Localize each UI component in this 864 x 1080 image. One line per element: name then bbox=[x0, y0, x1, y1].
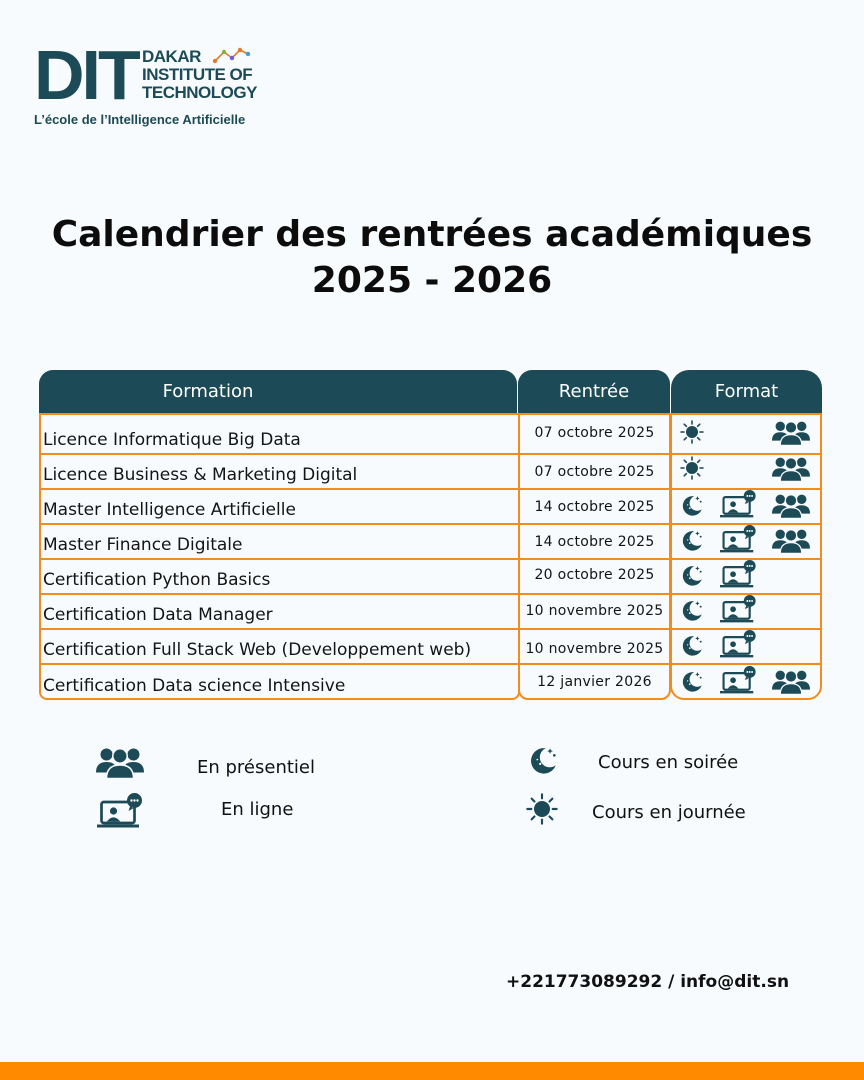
formation-cell: Master Intelligence Artificielle bbox=[43, 500, 296, 520]
header-rentree-label: Rentrée bbox=[558, 381, 630, 402]
group-icon bbox=[772, 454, 810, 487]
row-divider bbox=[39, 593, 822, 595]
row-divider bbox=[39, 453, 822, 455]
formation-cell: Master Finance Digitale bbox=[43, 535, 243, 555]
legend-group-icon bbox=[96, 744, 144, 784]
group-icon bbox=[772, 667, 810, 700]
legend-presentiel: En présentiel bbox=[197, 757, 316, 778]
legend-moon-icon bbox=[526, 744, 560, 782]
header-format bbox=[671, 370, 822, 414]
logo-acronym: DIT bbox=[34, 36, 138, 114]
laptop-chat-icon bbox=[720, 490, 758, 523]
moon-icon bbox=[679, 528, 705, 558]
logo-name-line1: DAKAR bbox=[142, 47, 201, 66]
row-divider bbox=[39, 663, 822, 665]
bottom-bar bbox=[0, 1062, 864, 1080]
header-format-label: Format bbox=[714, 381, 779, 402]
group-icon bbox=[772, 526, 810, 559]
logo-name-line2: INSTITUTE OF bbox=[142, 65, 253, 84]
sun-icon bbox=[680, 456, 704, 484]
laptop-chat-icon bbox=[720, 525, 758, 558]
formation-cell: Certification Python Basics bbox=[43, 570, 271, 590]
formation-cell: Certification Data Manager bbox=[43, 605, 273, 625]
sun-icon bbox=[680, 420, 704, 448]
page-title bbox=[0, 212, 864, 304]
rentree-cell: 07 octobre 2025 bbox=[534, 425, 655, 441]
logo-graph-icon bbox=[212, 46, 252, 64]
formation-cell: Licence Informatique Big Data bbox=[43, 430, 301, 450]
row-divider bbox=[39, 628, 822, 630]
formation-cell: Licence Business & Marketing Digital bbox=[43, 465, 358, 485]
rentree-cell: 10 novembre 2025 bbox=[525, 603, 664, 619]
group-icon bbox=[772, 418, 810, 451]
moon-icon bbox=[679, 669, 705, 699]
header-formation bbox=[39, 370, 517, 414]
rentree-cell: 20 octobre 2025 bbox=[534, 567, 655, 583]
page-title-line1: Calendrier des rentrées académiques bbox=[51, 214, 813, 255]
page-title-line2: 2025 - 2026 bbox=[311, 260, 553, 301]
row-divider bbox=[39, 488, 822, 490]
moon-icon bbox=[679, 633, 705, 663]
row-divider bbox=[39, 558, 822, 560]
moon-icon bbox=[679, 563, 705, 593]
header-formation-label: Formation bbox=[162, 381, 254, 402]
laptop-chat-icon bbox=[720, 666, 758, 699]
legend-laptop-chat-icon bbox=[97, 793, 145, 833]
legend-evening: Cours en soirée bbox=[598, 752, 739, 773]
laptop-chat-icon bbox=[720, 595, 758, 628]
rentree-cell: 14 octobre 2025 bbox=[534, 499, 655, 515]
logo-tagline: L’école de l’Intelligence Artificielle bbox=[34, 112, 246, 127]
laptop-chat-icon bbox=[720, 630, 758, 663]
header-rentree bbox=[518, 370, 670, 414]
legend-day: Cours en journée bbox=[592, 802, 746, 823]
legend-sun-icon bbox=[526, 793, 558, 829]
legend-online: En ligne bbox=[221, 799, 294, 820]
rentree-cell: 12 janvier 2026 bbox=[537, 674, 652, 690]
group-icon bbox=[772, 491, 810, 524]
row-divider bbox=[39, 523, 822, 525]
moon-icon bbox=[679, 598, 705, 628]
rentree-cell: 10 novembre 2025 bbox=[525, 641, 664, 657]
rentree-cell: 07 octobre 2025 bbox=[534, 464, 655, 480]
contact-info: +221773089292 / info@dit.sn bbox=[506, 972, 790, 992]
moon-icon bbox=[679, 493, 705, 523]
logo-name-line3: TECHNOLOGY bbox=[142, 83, 257, 102]
laptop-chat-icon bbox=[720, 560, 758, 593]
formation-cell: Certification Data science Intensive bbox=[43, 676, 346, 696]
rentree-cell: 14 octobre 2025 bbox=[534, 534, 655, 550]
logo bbox=[34, 36, 294, 134]
formation-cell: Certification Full Stack Web (Developpement web) bbox=[43, 640, 472, 660]
